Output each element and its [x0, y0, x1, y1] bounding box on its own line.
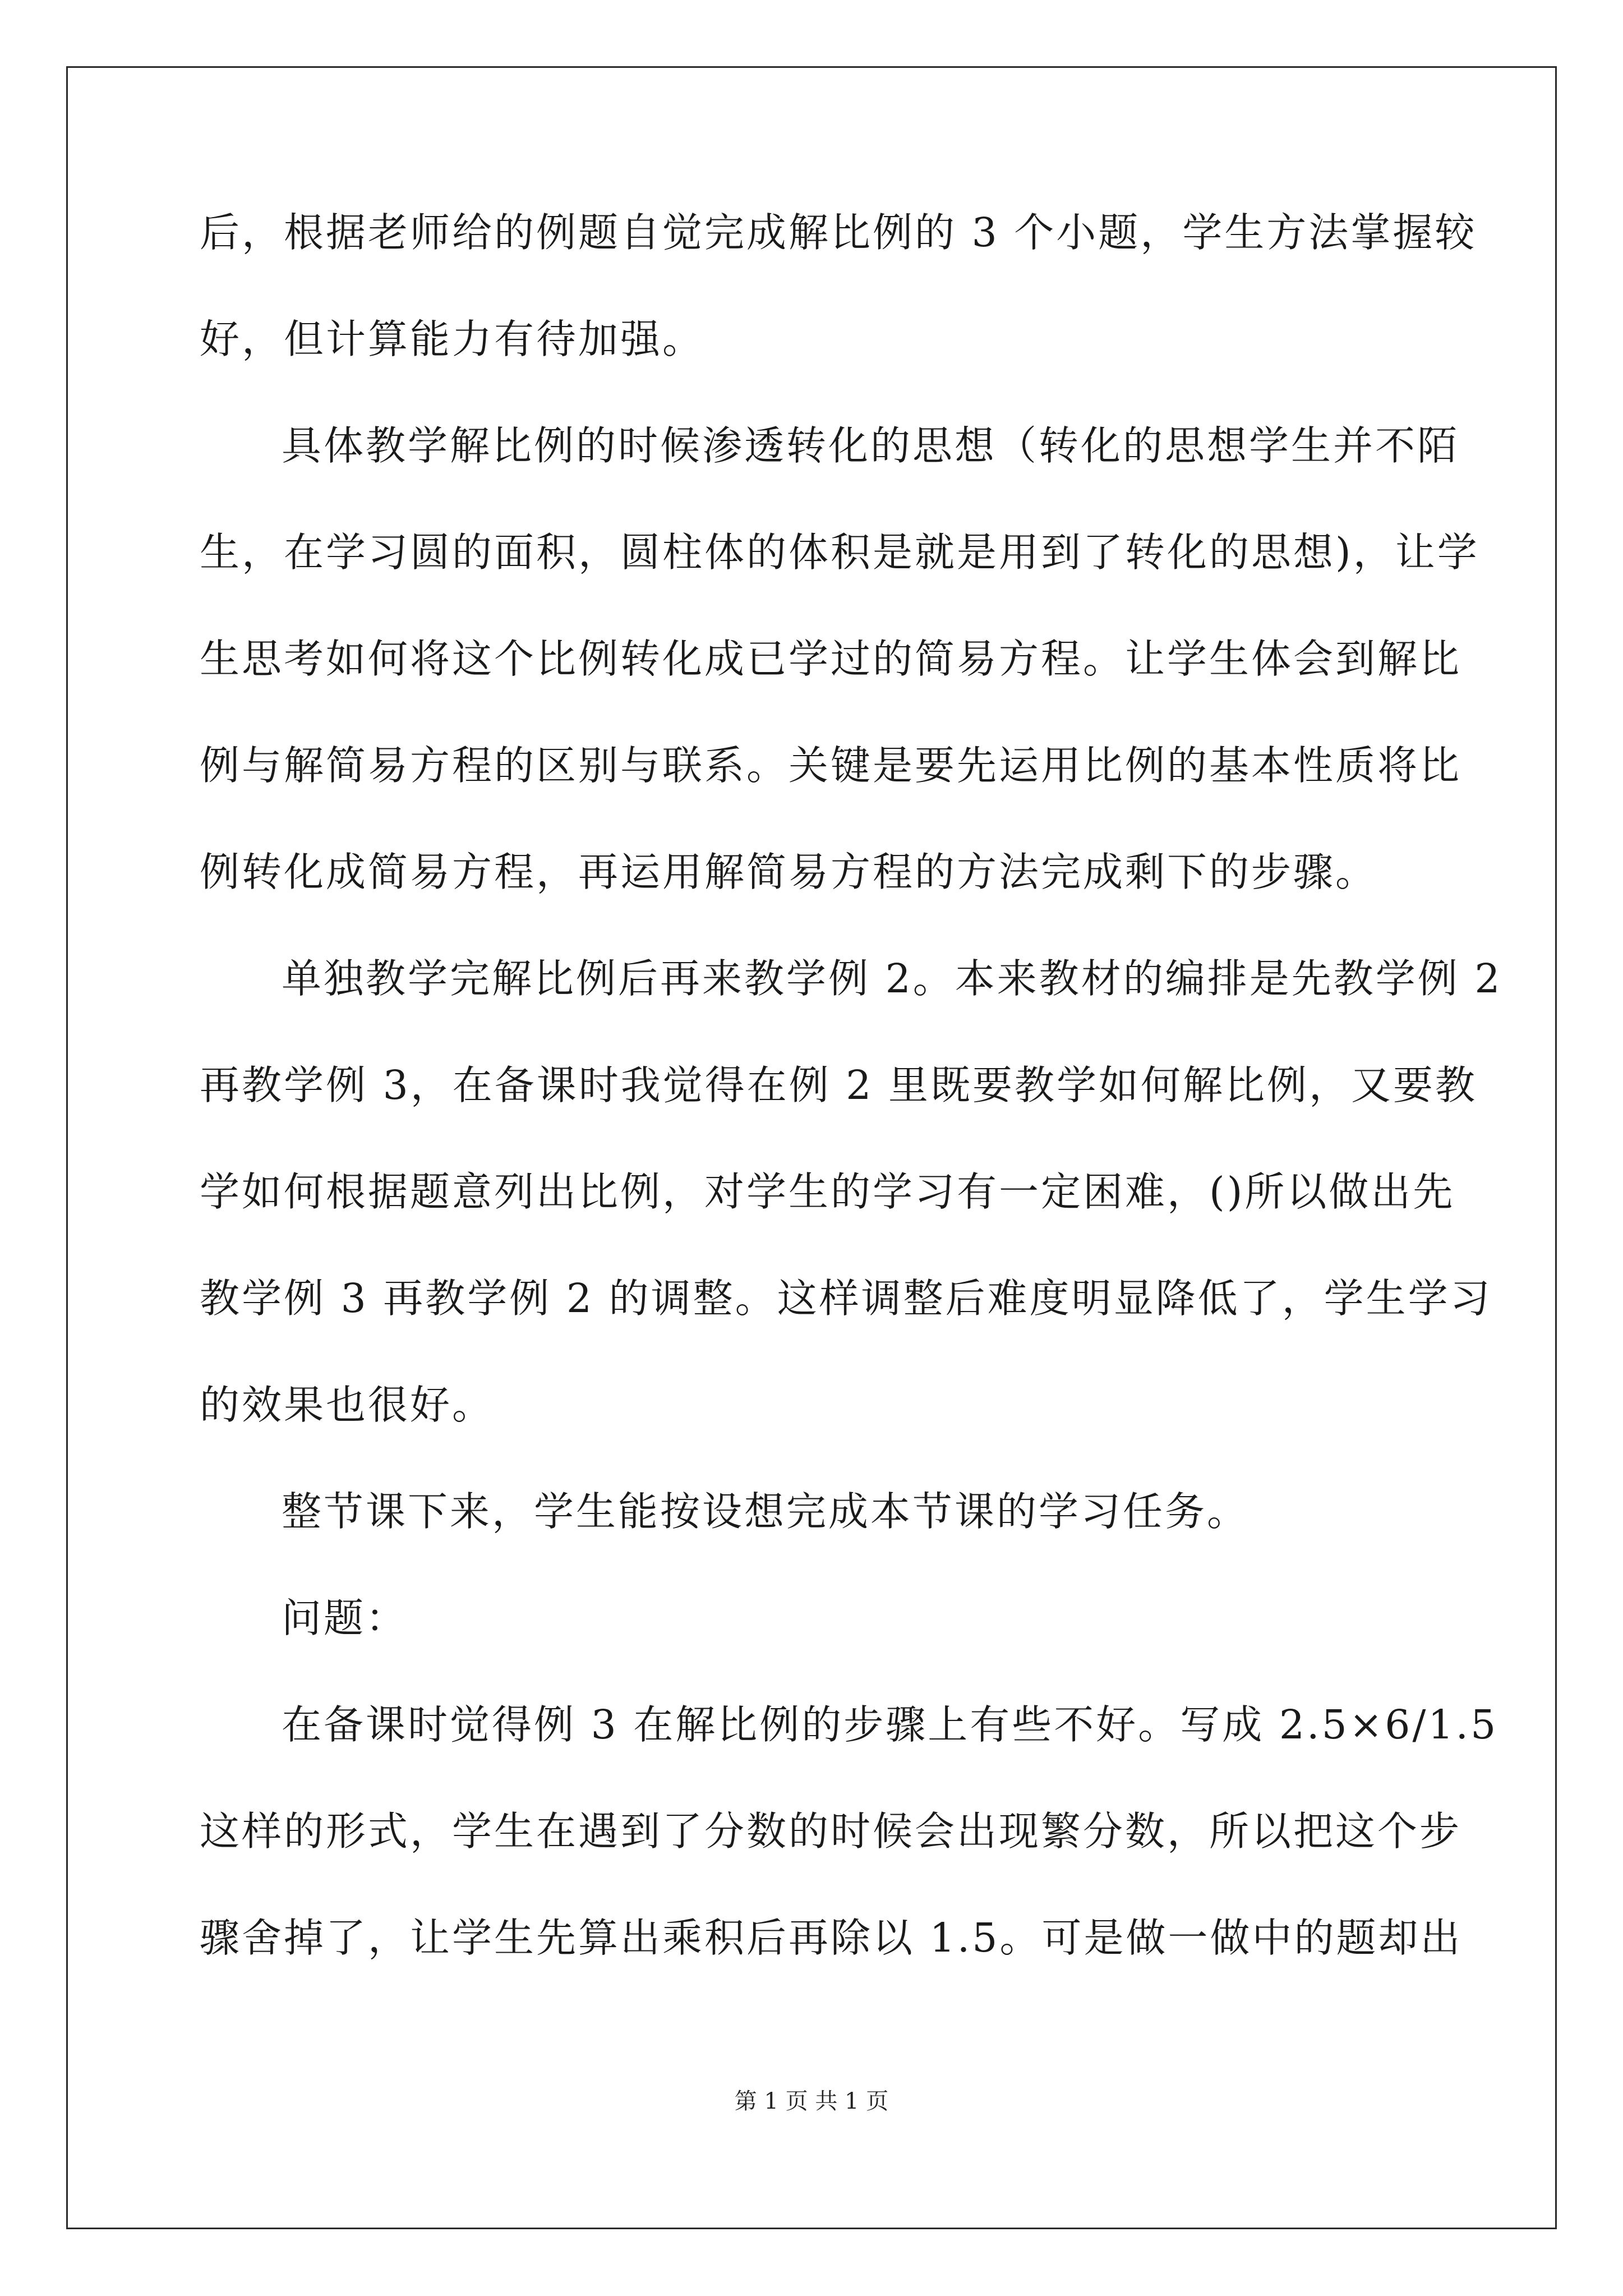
- text-line-2: 好，但计算能力有待加强。: [200, 316, 705, 362]
- text-line-10: 学如何根据题意列出比例，对学生的学习有一定困难，()所以做出先: [200, 1168, 1455, 1215]
- text-line-16: 这样的形式，学生在遇到了分数的时候会出现繁分数，所以把这个步: [200, 1808, 1462, 1855]
- text-line-9: 再教学例 3，在备课时我觉得在例 2 里既要教学如何解比例，又要教: [200, 1062, 1478, 1108]
- text-line-7: 例转化成简易方程，再运用解简易方程的方法完成剩下的步骤。: [200, 849, 1378, 895]
- text-line-13: 整节课下来，学生能按设想完成本节课的学习任务。: [282, 1488, 1249, 1535]
- text-line-6: 例与解简易方程的区别与联系。关键是要先运用比例的基本性质将比: [200, 742, 1462, 789]
- text-line-5: 生思考如何将这个比例转化成已学过的简易方程。让学生体会到解比: [200, 636, 1462, 682]
- page-border: [66, 66, 1557, 2229]
- text-line-1: 后，根据老师给的例题自觉完成解比例的 3 个小题，学生方法掌握较: [200, 209, 1477, 256]
- text-line-12: 的效果也很好。: [200, 1382, 495, 1428]
- text-line-8: 单独教学完解比例后再来教学例 2。本来教材的编排是先教学例 2: [282, 955, 1502, 1002]
- text-line-11: 教学例 3 再教学例 2 的调整。这样调整后难度明显降低了，学生学习: [200, 1275, 1492, 1322]
- text-line-4: 生，在学习圆的面积，圆柱体的体积是就是用到了转化的思想)，让学: [200, 529, 1479, 576]
- text-line-15: 在备课时觉得例 3 在解比例的步骤上有些不好。写成 2.5×6/1.5: [282, 1701, 1498, 1748]
- text-line-14: 问题：: [282, 1595, 408, 1641]
- page-footer: 第 1 页 共 1 页: [734, 2088, 889, 2114]
- text-line-17: 骤舍掉了，让学生先算出乘积后再除以 1.5。可是做一做中的题却出: [200, 1915, 1463, 1961]
- text-line-3: 具体教学解比例的时候渗透转化的思想（转化的思想学生并不陌: [282, 422, 1460, 469]
